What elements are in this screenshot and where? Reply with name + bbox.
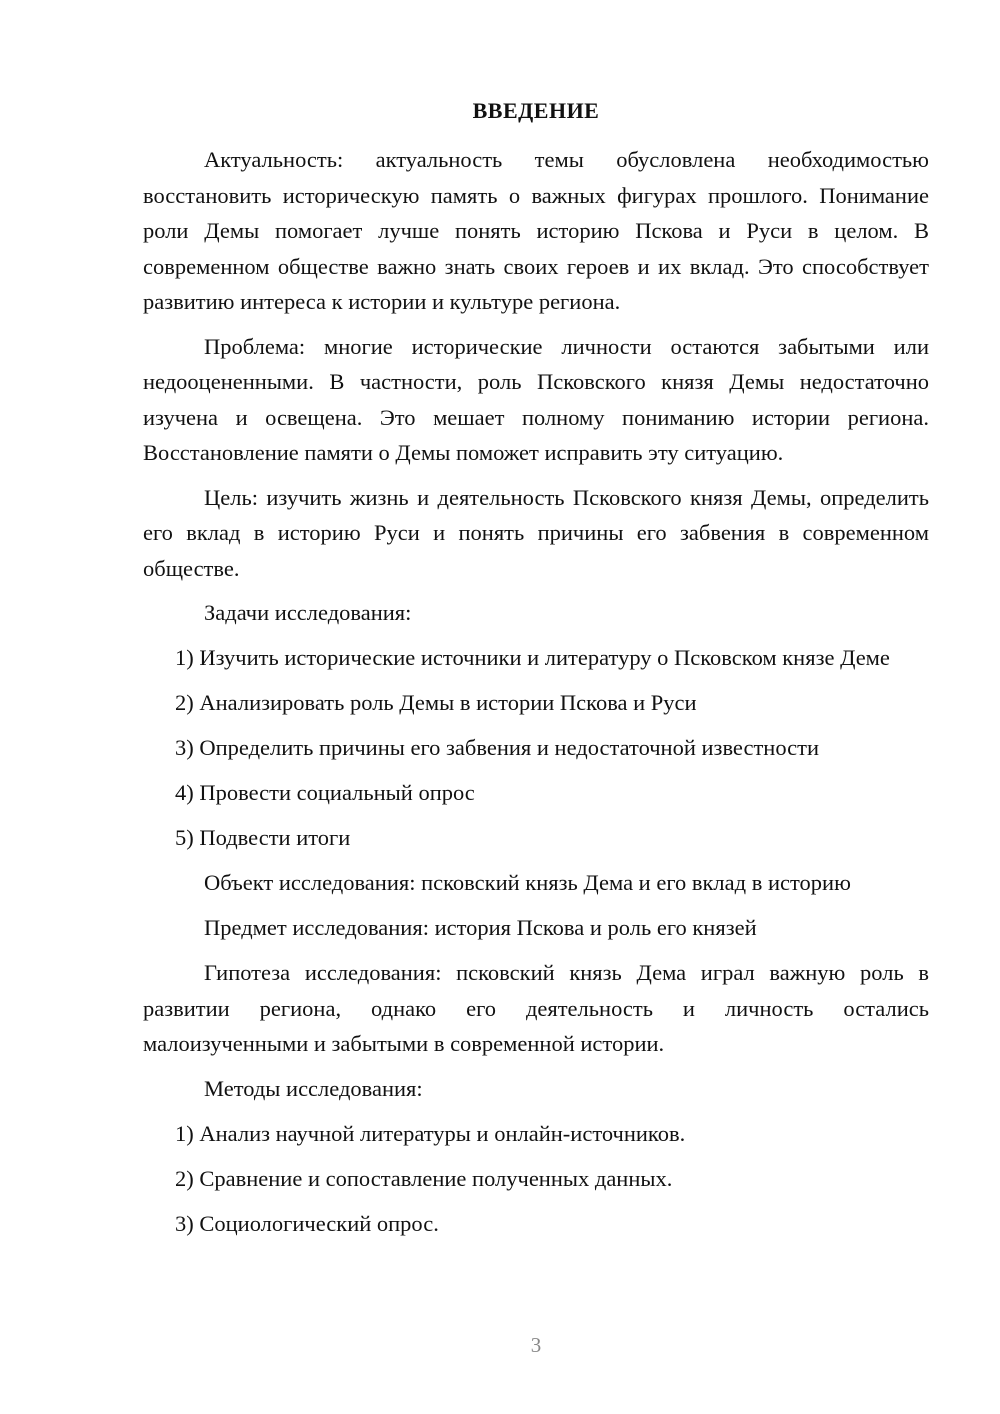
task-item: 4) Провести социальный опрос xyxy=(175,780,475,805)
goal-paragraph: Цель: изучить жизнь и деятельность Псковского князя Демы, определить его вклад в историю Руси и понять причины его забвения в современном обществе. xyxy=(143,484,929,581)
method-item: 3) Социологический опрос. xyxy=(175,1210,439,1236)
methods-heading: Методы исследования: xyxy=(204,1075,423,1101)
task-item: 3) Определить причины его забвения и недостаточной известности xyxy=(175,735,820,760)
page-title: ВВЕДЕНИЕ xyxy=(472,98,600,123)
page-number: 3 xyxy=(530,1333,542,1357)
method-item: 2) Сравнение и сопоставление полученных данных. xyxy=(175,1165,673,1191)
relevance-paragraph: Актуальность: актуальность темы обусловлена необходимостью восстановить историческую память о важных фигурах прошлого. Понимание роли Демы помогает лучше понять историю Пскова и Руси в целом. В современном обществе важно знать своих героев и их вклад. Это способствует развитию интереса к истории и культуре региона. xyxy=(143,147,929,314)
document-body xyxy=(143,96,929,1251)
method-item: 1) Анализ научной литературы и онлайн-источников. xyxy=(175,1120,686,1146)
subject-line: Предмет исследования: история Пскова и роль его князей xyxy=(204,915,757,940)
task-item: 2) Анализировать роль Демы в истории Пскова и Руси xyxy=(175,690,697,715)
task-item: 1) Изучить исторические источники и литературу о Псковском князе Деме xyxy=(175,645,890,670)
problem-paragraph: Проблема: многие исторические личности остаются забытыми или недооцененными. В частности, роль Псковского князя Демы недостаточно изучена и освещена. Это мешает полному пониманию истории региона. Восстановление памяти о Демы поможет исправить эту ситуацию. xyxy=(143,333,929,465)
task-item: 5) Подвести итоги xyxy=(175,825,351,850)
tasks-heading: Задачи исследования: xyxy=(204,600,412,625)
hypothesis-paragraph: Гипотеза исследования: псковский князь Дема играл важную роль в развитии региона, однако его деятельность и личность остались малоизученными и забытыми в современной истории. xyxy=(143,960,929,1056)
object-line: Объект исследования: псковский князь Дема и его вклад в историю xyxy=(204,870,851,895)
